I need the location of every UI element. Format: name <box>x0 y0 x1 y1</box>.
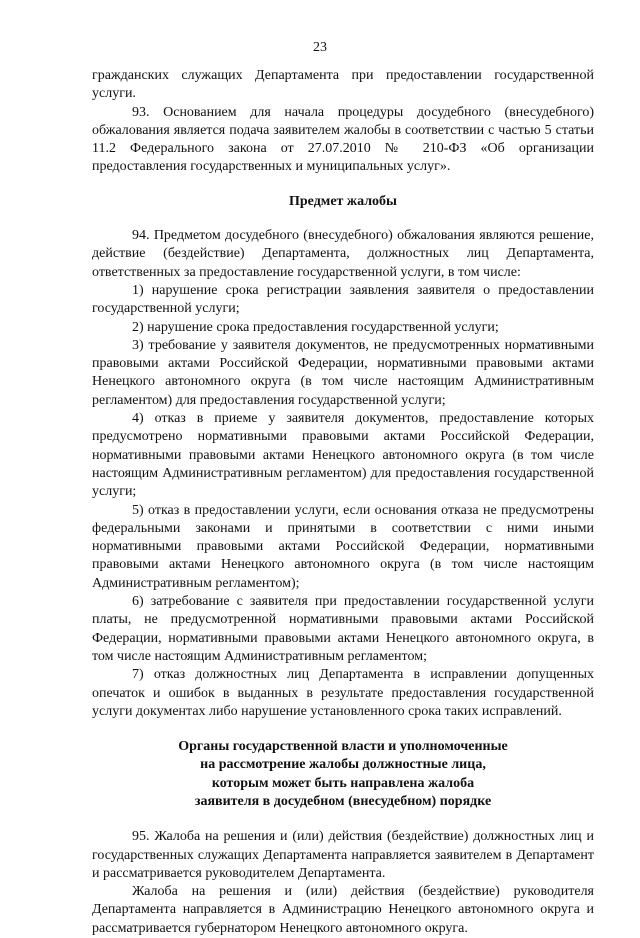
list-item-7: 7) отказ должностных лиц Департамента в исправлении допущенных опечаток и ошибок в выданных в результате предоставления государственной услуги документах либо нарушение установленного срока таких исправлений. <box>92 667 594 719</box>
page-number: 23 <box>313 40 327 55</box>
paragraph-continuation: гражданских служащих Департамента при предоставлении государственной услуги. <box>92 68 594 102</box>
list-item-4: 4) отказ в приеме у заявителя документов, предоставление которых предусмотрено нормативными правовыми актами Российской Федерации, нормативными правовыми актами Ненецкого автономного округа (в том числе настоящим Административным регламентом) для предоставления государственной услуги; <box>92 411 594 500</box>
paragraph-94: 94. Предметом досудебного (внесудебного) обжалования являются решение, действие (бездействие) Департамента, должностных лиц Департамента, ответственных за предоставление государственной услуги, в том числе: <box>92 228 594 280</box>
list-item-2: 2) нарушение срока предоставления государственной услуги; <box>132 319 499 335</box>
heading-line: Органы государственной власти и уполномоченные <box>178 739 508 755</box>
list-item-1: 1) нарушение срока регистрации заявления заявителя о предоставлении государственной услуги; <box>92 282 594 317</box>
heading-line: на рассмотрение жалобы должностные лица, <box>200 757 486 773</box>
list-item-5: 5) отказ в предоставлении услуги, если основания отказа не предусмотрены федеральными законами и принятыми в соответствии с ними иными нормативными правовыми актами Российской Федерации, нормативными правовыми актами Ненецкого автономного округа (в том числе настоящим Административным регламентом); <box>92 502 594 591</box>
list-item-3: 3) требование у заявителя документов, не предусмотренных нормативными правовыми актами Российской Федерации, нормативными правовыми актами Ненецкого автономного округа (в том числе настоящим Административным регламентом) для предоставления государственной услуги; <box>92 337 594 408</box>
paragraph-95: 95. Жалоба на решения и (или) действия (бездействие) должностных лиц и государственных служащих Департамента направляется заявителем в Департамент и рассматривается руководителем Департамента. <box>92 829 594 881</box>
paragraph-93: 93. Основанием для начала процедуры досудебного (внесудебного) обжалования является подача заявителем жалобы в соответствии с частью 5 статьи 11.2 Федерального закона от 27.07.2010 № 210-ФЗ «Об организации предоставления государственных и муниципальных услуг». <box>92 104 594 175</box>
paragraph-95-complaint-head: Жалоба на решения и (или) действия (бездействие) руководителя Департамента направляется в Администрацию Ненецкого автономного округа и рассматривается губернатором Ненецкого автономного округа. <box>92 884 594 936</box>
heading-line: заявителя в досудебном (внесудебном) порядке <box>194 793 492 809</box>
section-heading-subject: Предмет жалобы <box>289 193 397 209</box>
heading-line: которым может быть направлена жалоба <box>211 775 475 791</box>
section-heading-authorities <box>92 738 594 811</box>
document-body <box>92 67 594 938</box>
list-item-6: 6) затребование с заявителя при предоставлении государственной услуги платы, не предусмотренной нормативными правовыми актами Российской Федерации, нормативными правовыми актами Ненецкого автономного округа, в том числе настоящим Административным регламентом; <box>92 594 594 664</box>
